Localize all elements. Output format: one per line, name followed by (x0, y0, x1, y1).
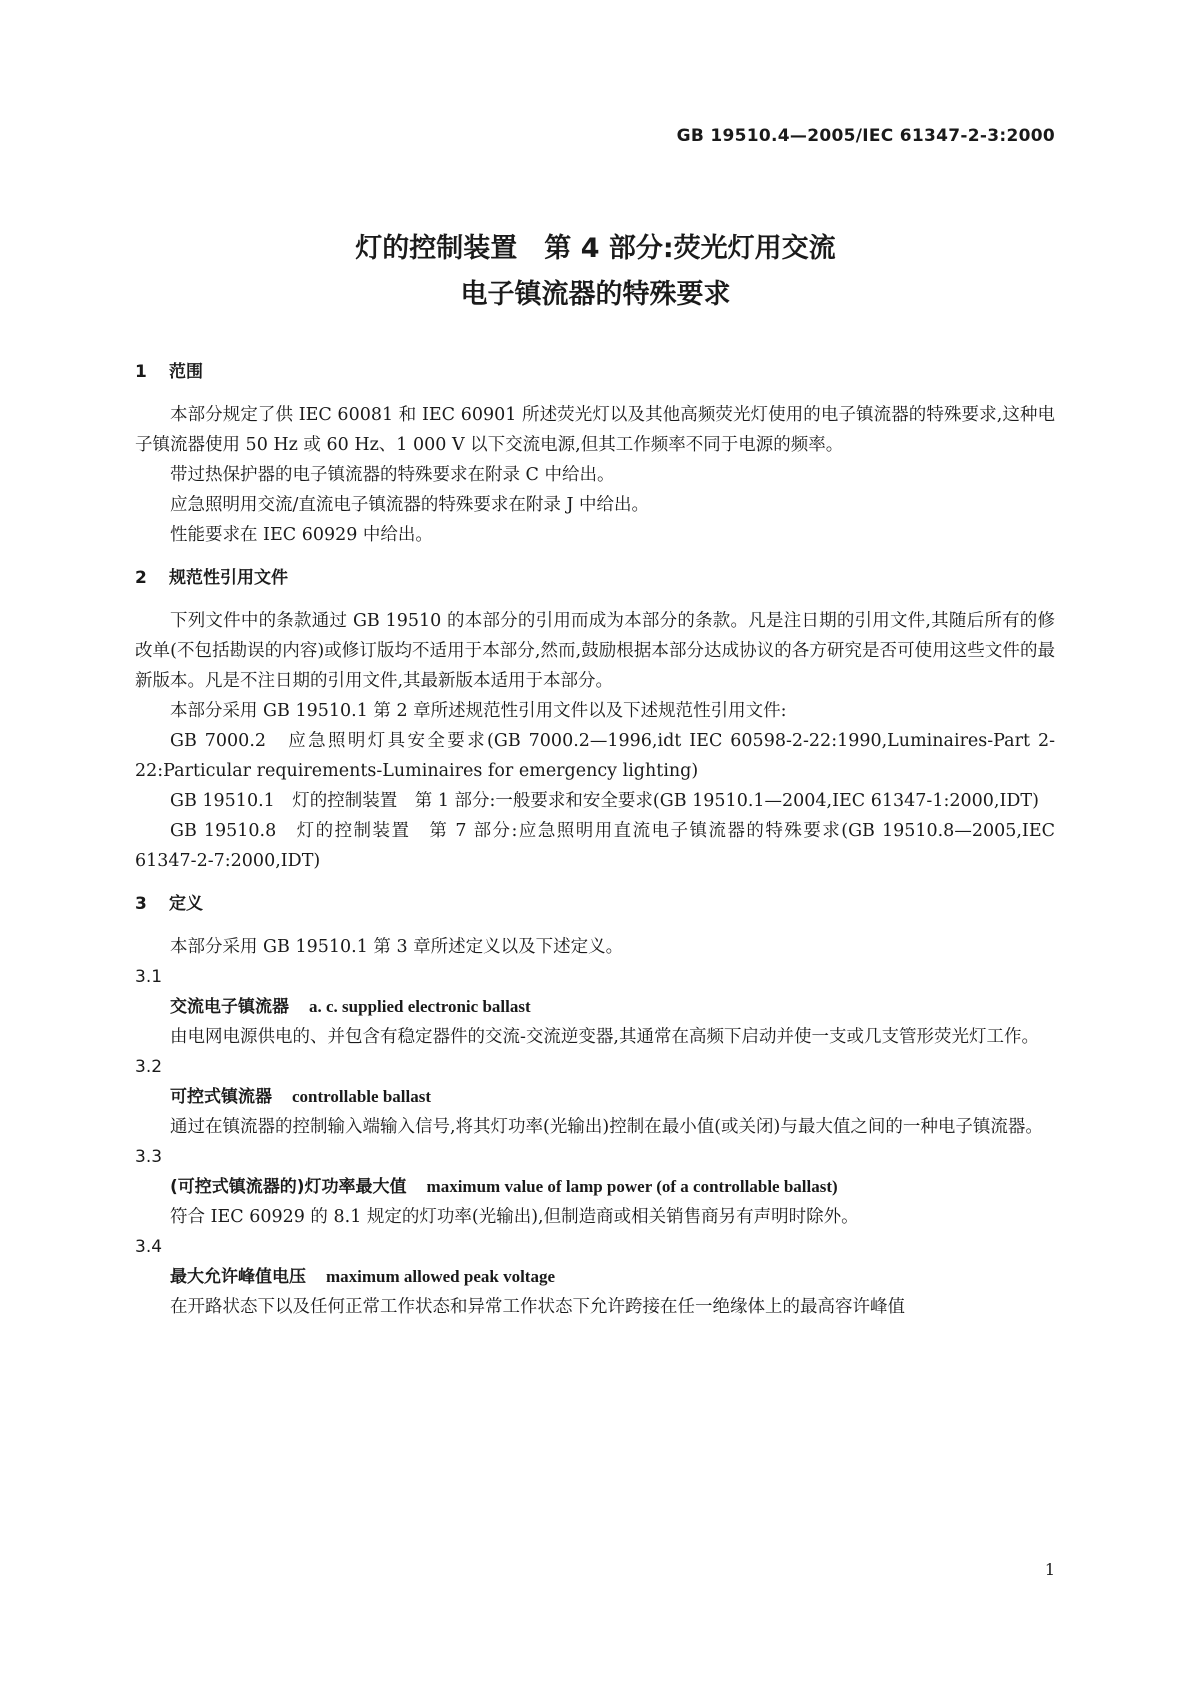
term-chinese: (可控式镇流器的)灯功率最大值 (170, 1177, 407, 1197)
section-title: 定义 (169, 894, 203, 914)
section-title: 规范性引用文件 (169, 568, 288, 588)
section-2-heading (135, 563, 1055, 593)
term-chinese: 可控式镇流器 (170, 1087, 272, 1107)
term-english: a. c. supplied electronic ballast (309, 997, 531, 1016)
paragraph: 下列文件中的条款通过 GB 19510 的本部分的引用而成为本部分的条款。凡是注日期的引用文件,其随后所有的修改单(不包括勘误的内容)或修订版均不适用于本部分,然而,鼓励根据本部分达成协议的各方研究是否可使用这些文件的最新版本。凡是不注日期的引用文件,其最新版本适用于本部分。 (135, 611, 1055, 691)
section-3-heading (135, 889, 1055, 919)
section-number: 1 (135, 362, 147, 382)
term-chinese: 交流电子镇流器 (170, 997, 289, 1017)
definition: 在开路状态下以及任何正常工作状态和异常工作状态下允许跨接在任一绝缘体上的最高容许峰值 (170, 1297, 905, 1317)
document-body (135, 357, 1055, 1322)
subclause-number: 3.3 (135, 1147, 163, 1167)
document-title (0, 226, 1191, 318)
term-entry (135, 1262, 1055, 1292)
section-1-heading (135, 357, 1055, 387)
paragraph: 性能要求在 IEC 60929 中给出。 (170, 525, 433, 545)
term-chinese: 最大允许峰值电压 (170, 1267, 306, 1287)
paragraph: 本部分采用 GB 19510.1 第 3 章所述定义以及下述定义。 (170, 937, 624, 957)
term-english: maximum value of lamp power (of a controllable ballast) (426, 1177, 838, 1196)
title-line-1: 灯的控制装置 第 4 部分:荧光灯用交流 (355, 233, 836, 264)
definition: 符合 IEC 60929 的 8.1 规定的灯功率(光输出),但制造商或相关销售商另有声明时除外。 (170, 1207, 859, 1227)
term-english: maximum allowed peak voltage (326, 1267, 556, 1286)
section-number: 2 (135, 568, 147, 588)
term-entry (135, 1172, 1055, 1202)
reference-entry: GB 7000.2 应急照明灯具安全要求(GB 7000.2—1996,idt IEC 60598-2-22:1990,Luminaires-Part 2-22:Particular requirements-Luminaires for emergency lighting) (135, 731, 1055, 781)
definition: 由电网电源供电的、并包含有稳定器件的交流-交流逆变器,其通常在高频下启动并使一支或几支管形荧光灯工作。 (170, 1027, 1039, 1047)
section-title: 范围 (169, 362, 203, 382)
definition: 通过在镇流器的控制输入端输入信号,将其灯功率(光输出)控制在最小值(或关闭)与最大值之间的一种电子镇流器。 (170, 1117, 1043, 1137)
section-number: 3 (135, 894, 147, 914)
page-number: 1 (1044, 1560, 1055, 1579)
paragraph: 带过热保护器的电子镇流器的特殊要求在附录 C 中给出。 (170, 465, 615, 485)
standard-number: GB 19510.4—2005/IEC 61347-2-3:2000 (676, 126, 1055, 146)
paragraph: 应急照明用交流/直流电子镇流器的特殊要求在附录 J 中给出。 (170, 495, 650, 515)
paragraph: 本部分采用 GB 19510.1 第 2 章所述规范性引用文件以及下述规范性引用文件: (170, 701, 787, 721)
paragraph: 本部分规定了供 IEC 60081 和 IEC 60901 所述荧光灯以及其他高频荧光灯使用的电子镇流器的特殊要求,这种电子镇流器使用 50 Hz 或 60 Hz、1 000 V 以下交流电源,但其工作频率不同于电源的频率。 (135, 405, 1055, 455)
term-entry (135, 992, 1055, 1022)
title-line-2: 电子镇流器的特殊要求 (460, 279, 731, 310)
term-english: controllable ballast (292, 1087, 431, 1106)
subclause-number: 3.1 (135, 967, 163, 987)
reference-entry: GB 19510.1 灯的控制装置 第 1 部分:一般要求和安全要求(GB 19510.1—2004,IEC 61347-1:2000,IDT) (170, 791, 1039, 811)
term-entry (135, 1082, 1055, 1112)
reference-entry: GB 19510.8 灯的控制装置 第 7 部分:应急照明用直流电子镇流器的特殊要求(GB 19510.8—2005,IEC 61347-2-7:2000,IDT) (135, 821, 1055, 871)
subclause-number: 3.4 (135, 1237, 163, 1257)
subclause-number: 3.2 (135, 1057, 163, 1077)
